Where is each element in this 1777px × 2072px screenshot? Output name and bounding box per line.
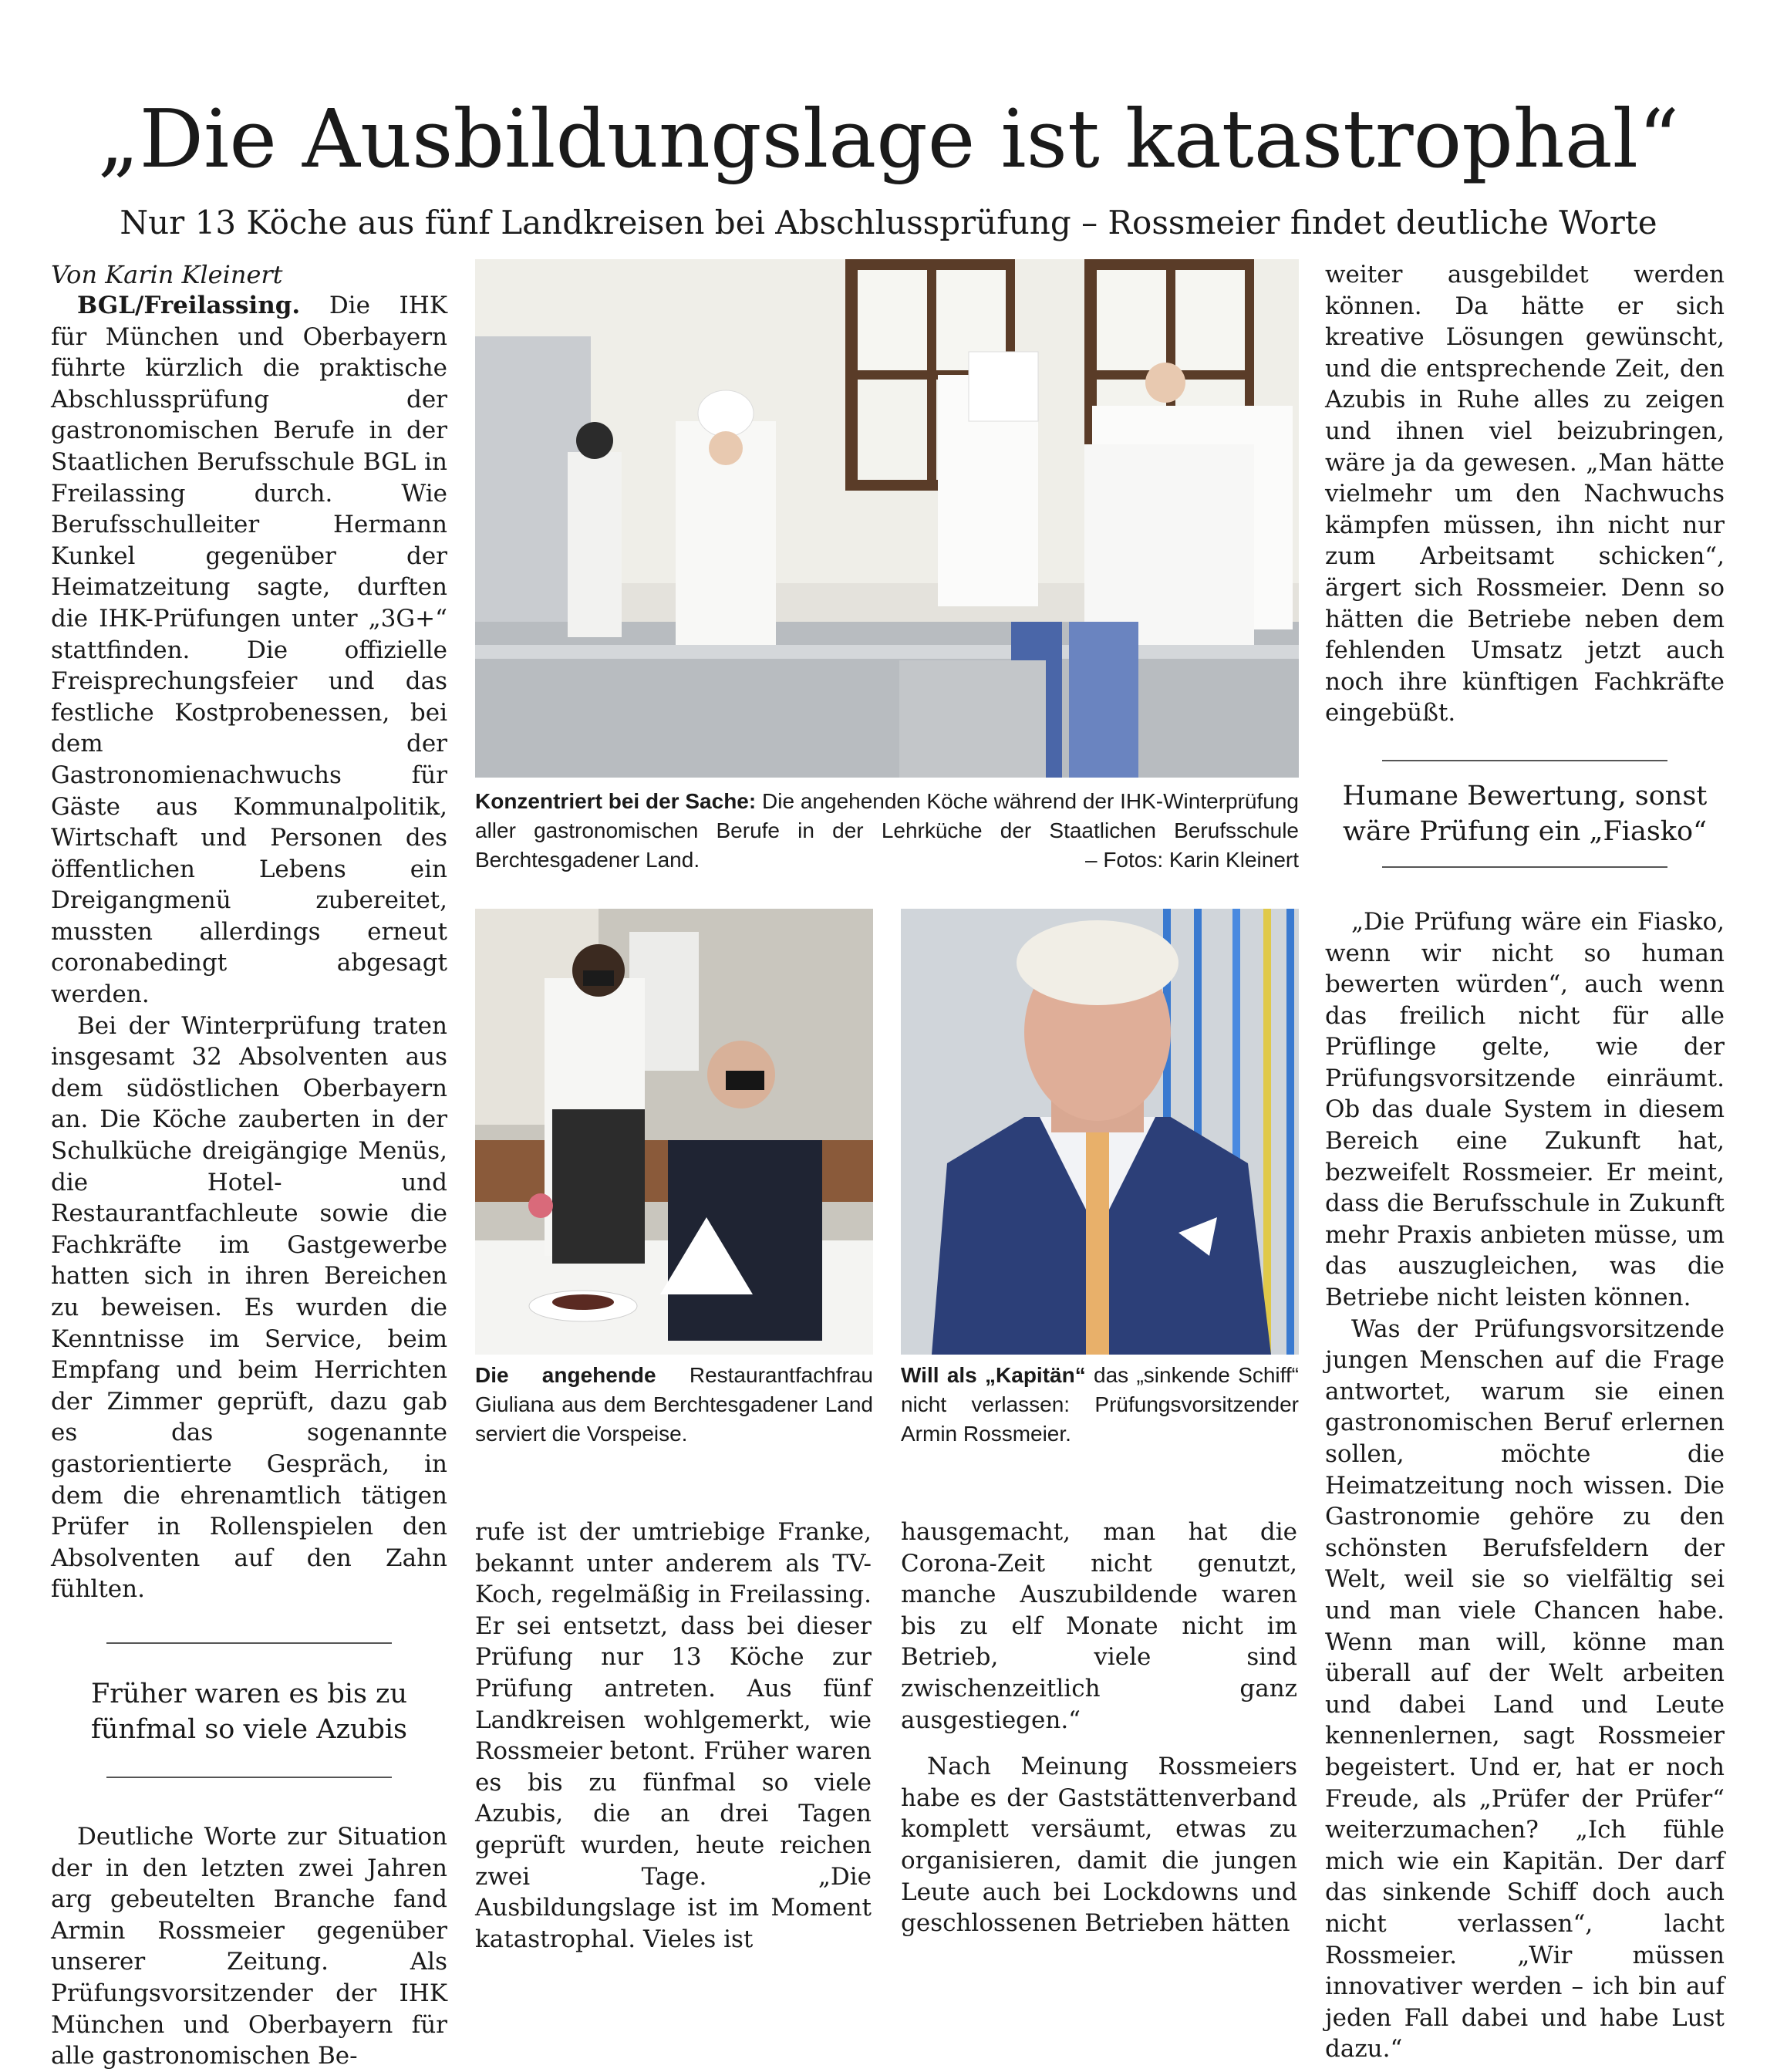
photo-service [475, 909, 873, 1355]
dateline: BGL/Freilassing. [77, 292, 301, 319]
section-heading: Humane Bewertung, sonst wäre Prüfung ein „Fiasko“ [1342, 780, 1708, 847]
paragraph: weiter ausgebildet werden können. Da hätte er sich kreative Lösungen gewünscht, und die entsprechende Zeit, den Azubis in Ruhe alles zu zeigen und ihnen viel beizubringen, wäre ja da gewesen. „Man hätte vielmehr um den Nachwuchs kämpfen müssen, ihn nicht nur zum Arbeitsamt schicken“, ärgert sich Rossmeier. Denn so hätten die Betriebe neben dem fehlenden Umsatz jetzt auch noch ihre künftigen Fachkräfte eingebüßt. [1325, 261, 1725, 727]
paragraph: „Die Prüfung wäre ein Fiasko, wenn wir nicht so human bewerten würden“, auch wenn das freilich nicht für alle Prüflinge gelte, wie der Prüfungsvorsitzende einräumt. Ob das duale System in diesem Bereich eine Zukunft hat, bezweifelt Rossmeier. Er meint, dass die Berufsschule in Zukunft mehr Praxis anbieten müsse, um das auszugleichen, was die Betriebe nicht leisten können. [1325, 907, 1725, 1312]
paragraph: Nach Meinung Rossmeiers habe es der Gaststättenverband komplett versäumt, etwas zu organisieren, damit die jungen Leute auch bei Lockdowns und geschlossenen Betrieben hätten [901, 1753, 1297, 1938]
paragraph: hausgemacht, man hat die Corona-Zeit nicht genutzt, manche Auszubildende waren bis zu elf Monate nicht im Betrieb, viele sind zwischenzeitlich ganz ausgestiegen.“ [901, 1518, 1297, 1734]
photo-credit: – Fotos: Karin Kleinert [1084, 848, 1299, 872]
section-heading: Früher waren es bis zu fünfmal so viele Azubis [90, 1678, 408, 1745]
paragraph: Was der Prüfungsvorsitzende jungen Menschen auf die Frage antwortet, warum sie einen gastronomischen Beruf erlernen sollen, möchte die Heimatzeitung noch wissen. Die Gastronomie gehöre zu den schönsten Berufsfeldern der Welt, weil sie so vielfältig sei und man viele Chancen habe. Wenn man will, könne man überall auf der Welt arbeiten und dabei Land und Leute kennenlernen, sagt Rossmeier begeistert. Und er, hat er noch Freude, als „Prüfer der Prüfer“ weiterzumachen? „Ich fühle mich wie ein Kapitän. Der darf das sinkende Schiff doch auch nicht verlassen“, lacht Rossmeier. „Wir müssen innovativer werden – ich bin auf jeden Fall dabei und habe Lust dazu.“ [1325, 1314, 1725, 2064]
paragraph: rufe ist der umtriebige Franke, bekannt unter anderem als TV-Koch, regelmäßig in Freilassing. Er sei entsetzt, dass bei dieser Prüfung nur 13 Köche zur Prüfung antreten. Aus fünf Landkreisen wohlgemerkt, wie Rossmeier betont. Früher waren es bis zu fünfmal so viele Azubis, die an drei Tagen geprüft wurden, heute reichen zwei Tage. „Die Ausbildungslage ist im Moment katastrophal. Vieles ist [475, 1518, 872, 1953]
paragraph [51, 290, 447, 1011]
paragraph: Deutliche Worte zur Situation der in den letzten zwei Jahren arg gebeutelten Branche fand Armin Rossmeier gegenüber unserer Zeitung. Als Prüfungsvorsitzender der IHK München und Oberbayern für alle gastronomischen Be- [51, 1822, 447, 2070]
caption-text: das „sinkende Schiff“ nicht verlassen: Prüfungsvorsitzender Armin Rossmeier. [901, 1363, 1299, 1446]
caption-rossmeier [901, 1361, 1299, 1449]
caption-text: Restaurantfachfrau Giuliana aus dem Berchtesgadener Land serviert die Vorspeise. [475, 1363, 873, 1446]
column-3 [901, 1517, 1297, 1939]
caption-lead: Konzentriert bei der Sache: [475, 789, 757, 813]
caption-lead: Will als „Kapitän“ [901, 1363, 1086, 1387]
caption-service [475, 1361, 873, 1449]
photo-kitchen [475, 259, 1299, 778]
byline: Von Karin Kleinert [51, 260, 283, 289]
headline: „Die Ausbildungslage ist katastrophal“ [97, 92, 1680, 186]
paragraph-text: Die IHK für München und Oberbayern führte kürzlich die praktische Abschlussprüfung der gastronomischen Berufe in der Staatlichen Berufsschule BGL in Freilassing durch. Wie Berufsschulleiter Hermann Kunkel gegenüber der Heimatzeitung sagte, durften die IHK-Prüfungen unter „3G+“ stattfinden. Die offizielle Freisprechungsfeier und das festliche Kostprobenessen, bei dem der Gastronomienachwuchs für Gäste aus Kommunalpolitik, Wirtschaft und Personen des öffentlichen Lebens ein Dreigangmenü zubereitet, mussten allerdings erneut coronabedingt abgesagt werden. [51, 292, 447, 1009]
photo-rossmeier [901, 909, 1299, 1355]
caption-kitchen [475, 787, 1299, 875]
caption-text: Die angehenden Köche während der IHK-Winterprüfung aller gastronomischen Berufe in der Lehrküche der Staatlichen Berufsschule Berchtesgadener Land. [475, 789, 1299, 872]
column-1 [51, 259, 447, 2072]
paragraph: Bei der Winterprüfung traten insgesamt 32 Absolventen aus dem südöstlichen Oberbayern an. Die Köche zauberten in der Schulküche dreigängige Menüs, die Hotel- und Restaurantfachleute sowie die Fachkräfte im Gastgewerbe hatten sich in ihren Bereichen zu beweisen. Es wurden die Kenntnisse im Service, beim Empfang und beim Herrichten der Zimmer geprüft, dazu gab es das sogenannte gastorientierte Gespräch, in dem die ehrenamtlich tätigen Prüfer in Rollenspielen den Absolventen auf den Zahn fühlten. [51, 1011, 447, 1604]
column-4 [1325, 259, 1725, 2065]
subheadline: Nur 13 Köche aus fünf Landkreisen bei Abschlussprüfung – Rossmeier findet deutliche Worte [120, 204, 1657, 241]
caption-lead: Die angehende [475, 1363, 656, 1387]
column-2 [475, 1517, 872, 1955]
